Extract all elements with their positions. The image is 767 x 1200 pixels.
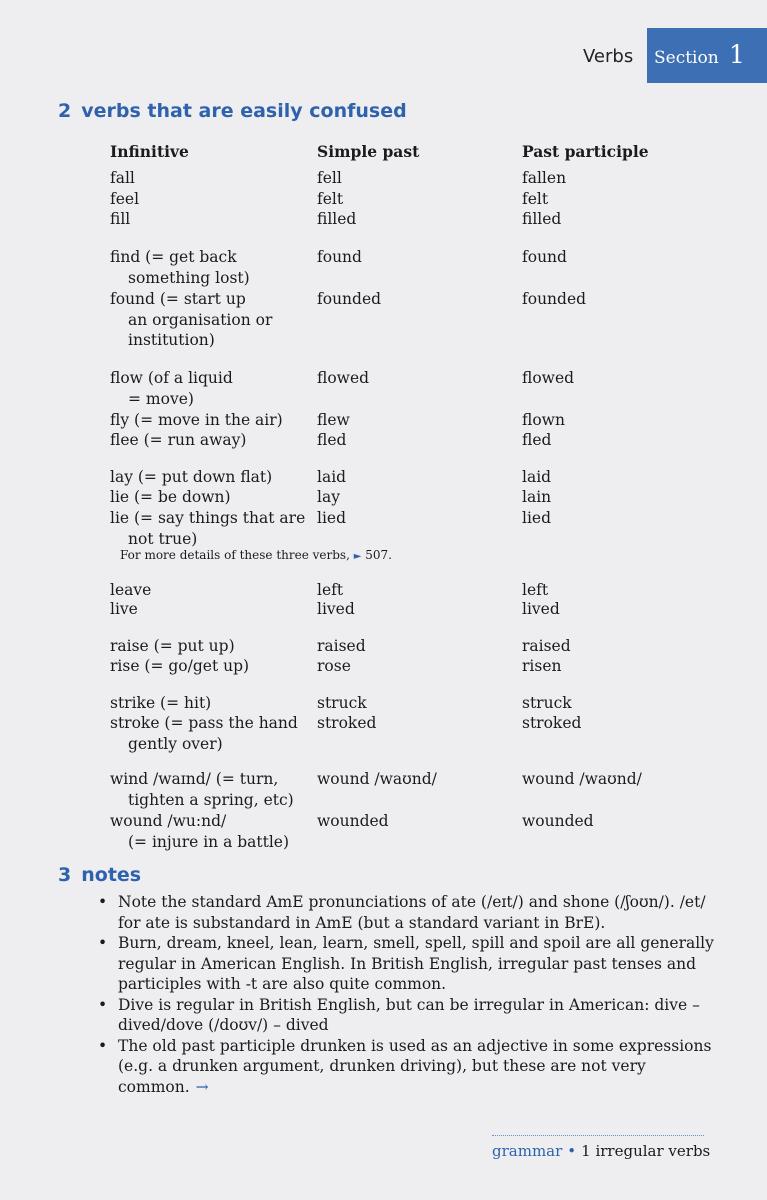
cross-reference-text: For more details of these three verbs, — [120, 548, 350, 562]
simple-past-cell: stroked — [317, 714, 377, 732]
simple-past-cell: fled — [317, 431, 347, 449]
cross-reference-arrow-icon: ► — [353, 551, 362, 562]
column-header-past-participle: Past participle — [522, 142, 649, 161]
past-participle-cell: laid — [522, 468, 552, 486]
infinitive-cell — [110, 811, 289, 852]
past-participle-cell: wound /waʊnd/ — [522, 770, 642, 788]
heading-section-3 — [58, 864, 141, 886]
footer-title: irregular verbs — [595, 1142, 711, 1160]
past-participle-cell: founded — [522, 290, 587, 308]
note-text: Burn, dream, kneel, lean, learn, smell, spell, spill and spoil are all generally regular in American English. In British English, irregular past tenses and participles with -t are also quite common. — [118, 934, 714, 993]
section-tab — [647, 28, 767, 83]
heading-title: notes — [81, 864, 142, 886]
infinitive-line: something lost) — [128, 268, 250, 287]
cross-reference-page[interactable]: 507. — [365, 548, 392, 562]
section-number: 1 — [729, 40, 745, 69]
infinitive-cell: fill — [110, 210, 131, 228]
infinitive-cell: live — [110, 600, 138, 618]
infinitive-cell: fly (= move in the air) — [110, 411, 283, 429]
infinitive-cell: raise (= put up) — [110, 637, 235, 655]
infinitive-line: institution) — [128, 331, 215, 349]
infinitive-cell — [110, 508, 305, 549]
simple-past-cell: fell — [317, 169, 342, 187]
list-item — [96, 892, 716, 933]
infinitive-cell: lay (= put down flat) — [110, 468, 273, 486]
heading-title: verbs that are easily confused — [81, 100, 407, 122]
past-participle-cell: found — [522, 248, 567, 266]
past-participle-cell: struck — [522, 694, 572, 712]
infinitive-line: tighten a spring, etc) — [128, 790, 294, 809]
infinitive-cell — [110, 713, 298, 754]
past-participle-cell: left — [522, 581, 549, 599]
note-text: The old past participle drunken is used as an adjective in some expressions (e.g. a drunken argument, drunken driving), but these are not very common. — [118, 1036, 712, 1096]
simple-past-cell: flowed — [317, 369, 370, 387]
past-participle-cell: stroked — [522, 714, 582, 732]
notes-list — [96, 892, 716, 1097]
infinitive-cell — [110, 289, 272, 351]
infinitive-cell: rise (= go/get up) — [110, 657, 250, 675]
simple-past-cell: rose — [317, 657, 351, 675]
infinitive-cell — [110, 247, 250, 288]
heading-section-2 — [58, 100, 407, 122]
infinitive-line: found (= start up — [110, 290, 246, 308]
infinitive-line: gently over) — [128, 734, 223, 753]
bullet-icon: • — [98, 893, 108, 911]
column-header-simple-past: Simple past — [317, 142, 420, 161]
infinitive-line: wound /wu:nd/ — [110, 812, 227, 830]
infinitive-line: not true) — [128, 529, 198, 548]
past-participle-cell: flown — [522, 411, 565, 429]
past-participle-cell: raised — [522, 637, 571, 655]
footer-divider — [492, 1135, 704, 1136]
simple-past-cell: left — [317, 581, 344, 599]
simple-past-cell: lied — [317, 509, 347, 527]
simple-past-cell: wound /waʊnd/ — [317, 770, 437, 788]
infinitive-line: = move) — [128, 389, 194, 408]
note-text: Dive is regular in British English, but can be irregular in American: dive – dived/dove (/doʊv/) – dived — [118, 995, 700, 1034]
simple-past-cell: flew — [317, 411, 350, 429]
footer-section: grammar — [492, 1142, 563, 1160]
bullet-icon: • — [98, 1036, 108, 1055]
list-item — [96, 933, 716, 995]
past-participle-cell: lied — [522, 509, 552, 527]
simple-past-cell: lived — [317, 600, 355, 618]
simple-past-cell: founded — [317, 290, 382, 308]
simple-past-cell: found — [317, 248, 362, 266]
infinitive-line: stroke (= pass the hand — [110, 714, 298, 732]
infinitive-line: wind /waɪnd/ (= turn, — [110, 770, 279, 788]
past-participle-cell: risen — [522, 657, 562, 675]
infinitive-cell: strike (= hit) — [110, 694, 212, 712]
past-participle-cell: flowed — [522, 369, 575, 387]
simple-past-cell: lay — [317, 488, 340, 506]
infinitive-line: flow (of a liquid — [110, 369, 233, 387]
past-participle-cell: lived — [522, 600, 560, 618]
infinitive-cell — [110, 769, 294, 810]
past-participle-cell: fallen — [522, 169, 567, 187]
simple-past-cell: raised — [317, 637, 366, 655]
running-head: Verbs — [583, 46, 634, 67]
bullet-icon: • — [98, 995, 108, 1014]
infinitive-cell: feel — [110, 190, 140, 208]
infinitive-cell: leave — [110, 581, 152, 599]
list-item — [96, 1036, 716, 1098]
infinitive-cell: fall — [110, 169, 135, 187]
section-word: Section — [654, 48, 719, 68]
infinitive-line: an organisation or — [128, 310, 273, 329]
past-participle-cell: filled — [522, 210, 562, 228]
heading-number: 3 — [58, 864, 72, 886]
past-participle-cell: lain — [522, 488, 552, 506]
simple-past-cell: wounded — [317, 812, 389, 830]
past-participle-cell: fled — [522, 431, 552, 449]
simple-past-cell: filled — [317, 210, 357, 228]
footer-number: 1 — [581, 1142, 591, 1160]
list-item — [96, 995, 716, 1036]
infinitive-line: find (= get back — [110, 248, 237, 266]
footer — [492, 1142, 710, 1160]
simple-past-cell: felt — [317, 190, 344, 208]
note-text: Note the standard AmE pronunciations of ate (/eɪt/) and shone (/ʃoʊn/). /et/ for ate is substandard in AmE (but a standard variant in BrE). — [118, 893, 706, 932]
footer-bullet-icon: • — [567, 1142, 577, 1160]
infinitive-line: (= injure in a battle) — [128, 832, 290, 851]
past-participle-cell: wounded — [522, 812, 594, 830]
heading-number: 2 — [58, 100, 72, 122]
continue-arrow-icon[interactable]: → — [195, 1077, 209, 1096]
simple-past-cell: laid — [317, 468, 347, 486]
column-header-infinitive: Infinitive — [110, 142, 189, 161]
past-participle-cell: felt — [522, 190, 549, 208]
simple-past-cell: struck — [317, 694, 367, 712]
infinitive-cell: flee (= run away) — [110, 431, 247, 449]
infinitive-cell: lie (= be down) — [110, 488, 231, 506]
infinitive-cell — [110, 368, 233, 409]
infinitive-line: lie (= say things that are — [110, 509, 306, 527]
bullet-icon: • — [98, 934, 108, 952]
cross-reference-note — [120, 548, 392, 562]
